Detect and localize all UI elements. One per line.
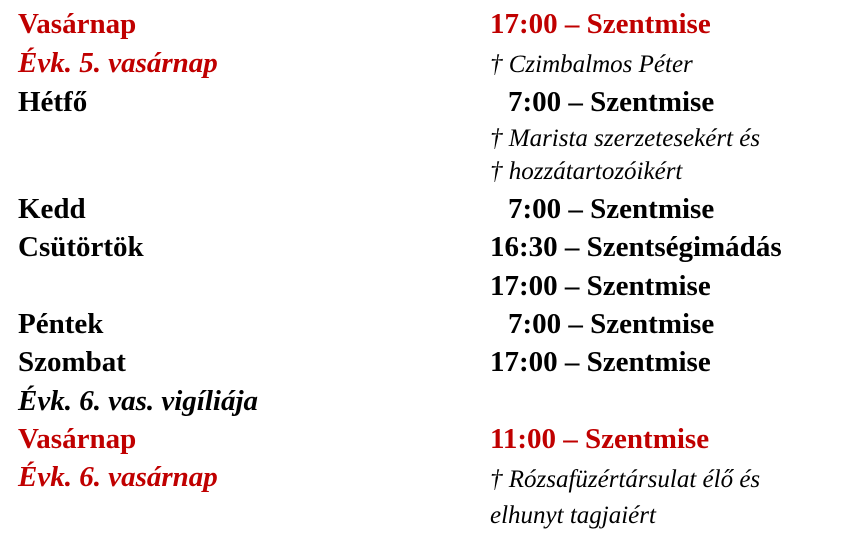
mass-intention: † hozzátartozóikért bbox=[490, 158, 683, 185]
day-label: Péntek bbox=[18, 308, 104, 340]
service-time: 17:00 – Szentmise bbox=[490, 270, 711, 302]
liturgical-day-label: Évk. 6. vas. vigíliája bbox=[18, 385, 259, 417]
service-time: 7:00 – Szentmise bbox=[508, 193, 715, 225]
day-label: Kedd bbox=[18, 193, 86, 225]
mass-intention: † Marista szerzetesekért és bbox=[490, 125, 761, 152]
service-time: 17:00 – Szentmise bbox=[490, 346, 711, 378]
service-time: 7:00 – Szentmise bbox=[508, 308, 715, 340]
service-time: 16:30 – Szentségimádás bbox=[490, 231, 782, 263]
day-label: Csütörtök bbox=[18, 231, 144, 263]
service-time: 17:00 – Szentmise bbox=[490, 8, 711, 40]
day-label: Vasárnap bbox=[18, 8, 137, 40]
mass-intention: † Czimbalmos Péter bbox=[490, 51, 693, 78]
liturgical-day-label: Évk. 6. vasárnap bbox=[18, 461, 218, 493]
day-label: Szombat bbox=[18, 346, 126, 378]
service-time: 7:00 – Szentmise bbox=[508, 86, 715, 118]
liturgical-day-label: Évk. 5. vasárnap bbox=[18, 47, 218, 79]
day-label: Vasárnap bbox=[18, 423, 137, 455]
mass-intention: † Rózsafüzértársulat élő és bbox=[490, 466, 761, 493]
mass-intention: elhunyt tagjaiért bbox=[490, 502, 656, 529]
service-time: 11:00 – Szentmise bbox=[490, 423, 710, 455]
day-label: Hétfő bbox=[18, 86, 88, 118]
